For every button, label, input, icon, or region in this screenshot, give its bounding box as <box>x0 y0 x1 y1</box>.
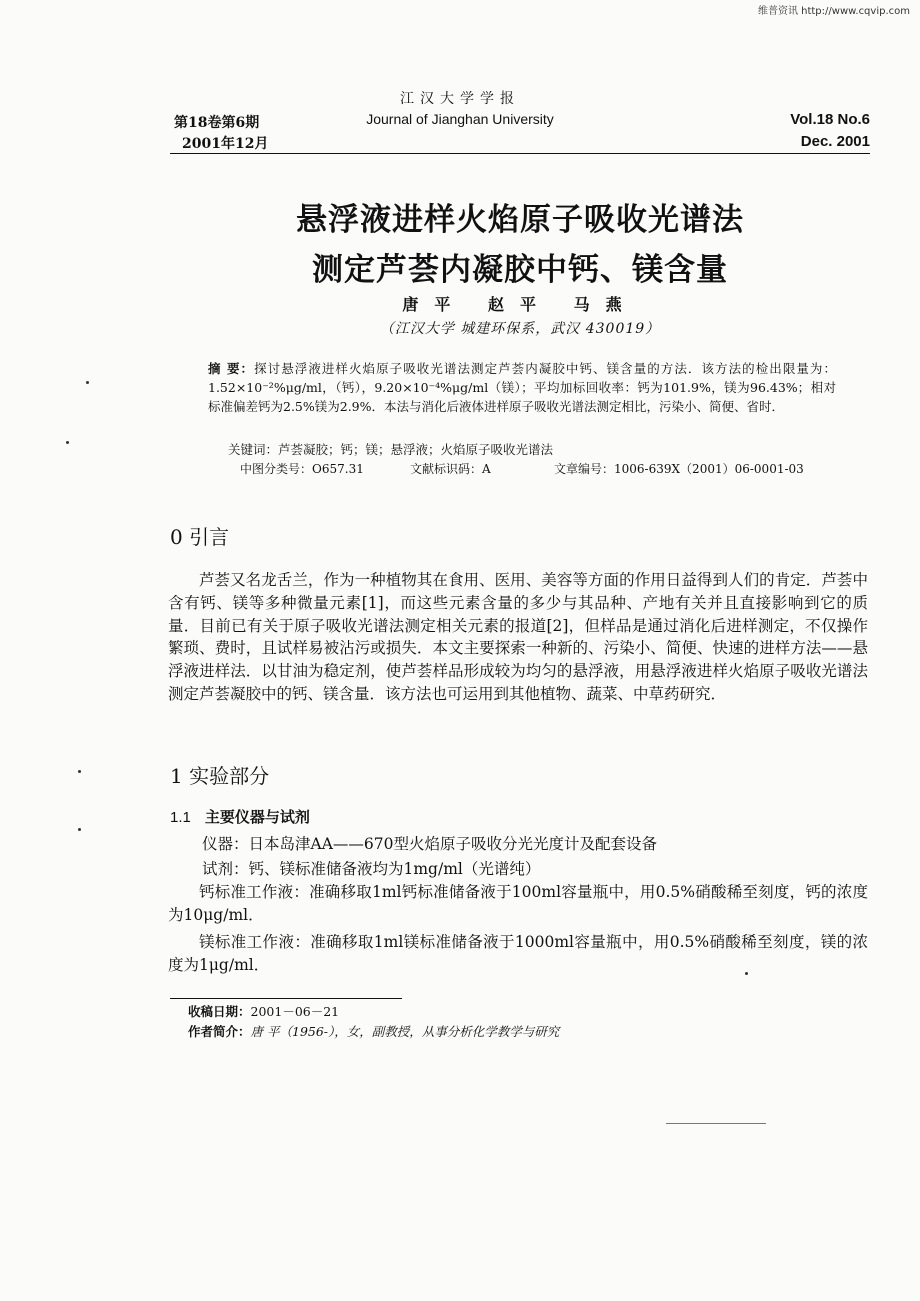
title-line-2: 测定芦荟内凝胶中钙、镁含量 <box>312 252 728 288</box>
header-rule <box>170 153 870 154</box>
document-code: 文献标识码：A <box>410 462 491 476</box>
scan-dot <box>78 770 81 773</box>
intro-paragraph: 芦荟又名龙舌兰，作为一种植物其在食用、医用、美容等方面的作用日益得到人们的肯定．芦荟中含有钙、镁等多种微量元素[1]，而这些元素含量的多少与其品种、产地有关并且直接影响到它的质量．目前已有关于原子吸收光谱法测定相关元素的报道[2]，但样品是通过消化后进样测定，不仅操作繁琐、费时，且试样易被沾污或损失．本文主要探索一种新的、污染小、简便、快速的进样方法——悬浮液进样法．以甘油为稳定剂，使芦荟样品形成较为均匀的悬浮液，用悬浮液进样火焰原子吸收光谱法测定芦荟凝胶中的钙、镁含量．该方法也可运用到其他植物、蔬菜、中草药研究． <box>168 571 868 703</box>
volume-cn: 第18卷第6期 <box>174 115 260 131</box>
reagent-line: 试剂：钙、镁标准储备液均为1mg/ml（光谱纯） <box>202 860 541 878</box>
section-intro-heading: 0 引言 <box>170 525 230 549</box>
calcium-working-solution: 钙标准工作液：准确移取1ml钙标准储备液于100ml容量瓶中，用0.5%硝酸稀至刻度，钙的浓度为10μg/ml． <box>168 883 868 924</box>
abstract-text: 探讨悬浮液进样火焰原子吸收光谱法测定芦荟内凝胶中钙、镁含量的方法．该方法的检出限量为：1.52×10⁻²%μg/ml，（钙），9.20×10⁻⁴%μg/ml（镁）；平均加标回收率：钙为101.9%，镁为96.43%；相对标准偏差钙为2.5%镁为2.9%．本法与消化后液体进样原子吸收光谱法测定相比，污染小、简便、省时． <box>208 361 836 414</box>
subsection-number: 1.1 <box>170 809 191 826</box>
subsection-title: 主要仪器与试剂 <box>204 808 310 826</box>
subsection-heading <box>170 806 310 827</box>
date-cn: 2001年12月 <box>182 136 269 152</box>
volume-en: Vol.18 No.6 <box>790 111 870 128</box>
instrument-line: 仪器：日本岛津AA——670型火焰原子吸收分光光度计及配套设备 <box>202 835 657 853</box>
title-line-1: 悬浮液进样火焰原子吸收光谱法 <box>296 202 744 238</box>
keywords-label: 关键词： <box>228 442 279 457</box>
keywords <box>228 440 553 458</box>
magnesium-working-solution: 镁标准工作液：准确移取1ml镁标准储备液于1000ml容量瓶中，用0.5%硝酸稀至刻度，镁的浓度为1μg/ml． <box>168 933 868 974</box>
abstract <box>208 359 836 416</box>
scan-artifact-line <box>666 1123 766 1124</box>
date-en: Dec. 2001 <box>800 133 870 150</box>
abstract-label: 摘 要： <box>208 361 255 376</box>
scan-dot <box>66 441 69 444</box>
section-experiment-heading: 1 实验部分 <box>170 764 270 788</box>
watermark: 维普资讯 http://www.cqvip.com <box>757 6 910 17</box>
article-number: 文章编号：1006-639X（2001）06-0001-03 <box>554 462 804 476</box>
keywords-text: 芦荟凝胶；钙；镁；悬浮液；火焰原子吸收光谱法 <box>278 442 554 457</box>
scan-dot <box>86 381 89 384</box>
authors: 唐平 赵平 马燕 <box>402 295 638 314</box>
affiliation: （江汉大学 城建环保系，武汉 430019） <box>379 321 661 337</box>
scan-dot <box>78 828 81 831</box>
footnote-rule <box>170 998 402 999</box>
author-bio: 作者简介：唐 平（1956-），女，副教授，从事分析化学教学与研究 <box>188 1024 560 1039</box>
clc-number: 中图分类号：O657.31 <box>240 462 364 476</box>
received-date: 收稿日期：2001－06－21 <box>188 1004 340 1019</box>
scan-dot <box>745 972 748 975</box>
journal-name-cn: 江汉大学学报 <box>400 91 520 107</box>
journal-name-en: Journal of Jianghan University <box>366 111 554 127</box>
